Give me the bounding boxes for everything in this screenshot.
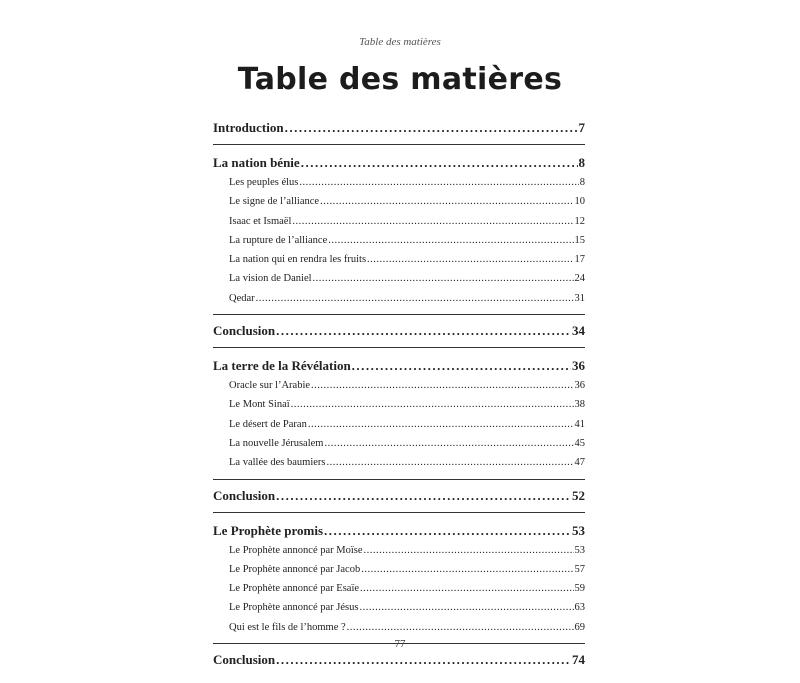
toc-entry-subsection[interactable]	[213, 269, 585, 288]
subsection-page-number: 15	[574, 234, 585, 246]
dot-leader	[285, 118, 578, 138]
chapter-title: La nation bénie	[213, 155, 300, 170]
subsection-title: La vision de Daniel	[229, 273, 312, 285]
toc-entry-subsection[interactable]	[213, 415, 585, 434]
subsection-page-number: 63	[574, 602, 585, 614]
dot-leader	[324, 521, 571, 541]
dot-leader	[347, 618, 574, 637]
toc-entry-chapter[interactable]	[213, 650, 585, 670]
subsection-title: Le désert de Paran	[229, 418, 307, 430]
chapter-page-number: 52	[572, 487, 585, 503]
subsection-page-number: 47	[574, 457, 585, 469]
toc-entry-subsection[interactable]	[213, 173, 585, 192]
toc-entry-subsection[interactable]	[213, 434, 585, 453]
toc-entry-chapter[interactable]	[213, 118, 585, 138]
chapter-page-number: 74	[572, 652, 585, 668]
running-head: Table des matières	[359, 36, 441, 48]
toc-entry-subsection[interactable]	[213, 618, 585, 637]
chapter-page-number: 34	[572, 323, 585, 339]
toc-entry-subsection[interactable]	[213, 541, 585, 560]
toc-entry-chapter[interactable]	[213, 486, 585, 506]
chapter-title: Introduction	[213, 120, 284, 135]
dot-leader	[276, 321, 571, 341]
toc-entry-subsection[interactable]	[213, 453, 585, 472]
toc-entry-subsection[interactable]	[213, 376, 585, 395]
subsection-title: Le Prophète annoncé par Jacob	[229, 563, 361, 575]
subsection-page-number: 31	[574, 292, 585, 304]
subsection-title: Qui est le fils de l’homme ?	[229, 621, 346, 633]
table-of-contents	[213, 118, 585, 676]
toc-entry-subsection[interactable]	[213, 231, 585, 250]
dot-leader	[308, 415, 574, 434]
toc-entry-subsection[interactable]	[213, 289, 585, 308]
subsection-page-number: 38	[574, 399, 585, 411]
subsection-title: La nation qui en rendra les fruits	[229, 254, 367, 266]
page-title: Table des matières	[237, 62, 563, 97]
toc-entry-chapter[interactable]	[213, 153, 585, 173]
subsection-title: La nouvelle Jérusalem	[229, 437, 324, 449]
subsection-page-number: 59	[574, 583, 585, 595]
subsection-title: Le Prophète annoncé par Moïse	[229, 544, 363, 556]
subsection-title: Le signe de l’alliance	[229, 196, 320, 208]
chapter-title: La terre de la Révélation	[213, 358, 351, 374]
toc-section	[213, 315, 585, 347]
dot-leader	[352, 356, 571, 376]
dot-leader	[276, 486, 571, 506]
toc-section	[213, 348, 585, 478]
chapter-page-number: 7	[578, 120, 585, 135]
subsection-title: Le Mont Sinaï	[229, 399, 290, 411]
toc-entry-subsection[interactable]	[213, 579, 585, 598]
subsection-page-number: 45	[574, 437, 585, 449]
toc-entry-subsection[interactable]	[213, 395, 585, 414]
chapter-title: Conclusion	[213, 652, 276, 668]
toc-entry-subsection[interactable]	[213, 192, 585, 211]
subsection-title: Oracle sur l’Arabie	[229, 380, 311, 392]
dot-leader	[360, 579, 573, 598]
subsection-page-number: 24	[574, 273, 585, 285]
toc-entry-chapter[interactable]	[213, 321, 585, 341]
toc-entry-subsection[interactable]	[213, 212, 585, 231]
dot-leader	[320, 192, 573, 211]
dot-leader	[256, 289, 574, 308]
dot-leader	[364, 541, 574, 560]
subsection-page-number: 12	[574, 215, 585, 227]
dot-leader	[327, 453, 574, 472]
subsection-title: Le Prophète annoncé par Jésus	[229, 602, 359, 614]
toc-entry-chapter[interactable]	[213, 521, 585, 541]
chapter-page-number: 36	[572, 358, 585, 374]
toc-entry-subsection[interactable]	[213, 598, 585, 617]
toc-section	[213, 513, 585, 643]
toc-section	[213, 480, 585, 512]
subsection-title: Le Prophète annoncé par Esaïe	[229, 583, 360, 595]
chapter-title: Conclusion	[213, 323, 276, 339]
subsection-title: La vallée des baumiers	[229, 457, 326, 469]
page-number: 77	[394, 638, 406, 650]
dot-leader	[301, 153, 578, 173]
dot-leader	[367, 250, 573, 269]
subsection-page-number: 10	[574, 196, 585, 208]
dot-leader	[311, 376, 573, 395]
dot-leader	[313, 269, 574, 288]
subsection-title: Qedar	[229, 292, 255, 304]
toc-entry-subsection[interactable]	[213, 560, 585, 579]
chapter-page-number: 53	[572, 522, 585, 538]
dot-leader	[361, 560, 573, 579]
dot-leader	[299, 173, 578, 192]
toc-entry-subsection[interactable]	[213, 250, 585, 269]
toc-section	[213, 145, 585, 314]
dot-leader	[359, 598, 573, 617]
chapter-title: Conclusion	[213, 487, 276, 503]
subsection-title: Isaac et Ismaël	[229, 215, 292, 227]
chapter-page-number: 8	[578, 155, 585, 170]
dot-leader	[276, 650, 571, 670]
chapter-title: Le Prophète promis	[213, 522, 324, 538]
subsection-page-number: 53	[574, 544, 585, 556]
subsection-page-number: 69	[574, 621, 585, 633]
subsection-page-number: 57	[574, 563, 585, 575]
subsection-page-number: 8	[579, 177, 585, 188]
subsection-title: La rupture de l’alliance	[229, 234, 328, 246]
subsection-page-number: 36	[574, 380, 585, 392]
dot-leader	[328, 231, 573, 250]
subsection-title: Les peuples élus	[229, 177, 299, 188]
subsection-page-number: 41	[574, 418, 585, 430]
dot-leader	[324, 434, 573, 453]
toc-section	[213, 118, 585, 144]
dot-leader	[291, 395, 574, 414]
dot-leader	[292, 212, 573, 231]
subsection-page-number: 17	[574, 254, 585, 266]
toc-entry-chapter[interactable]	[213, 356, 585, 376]
